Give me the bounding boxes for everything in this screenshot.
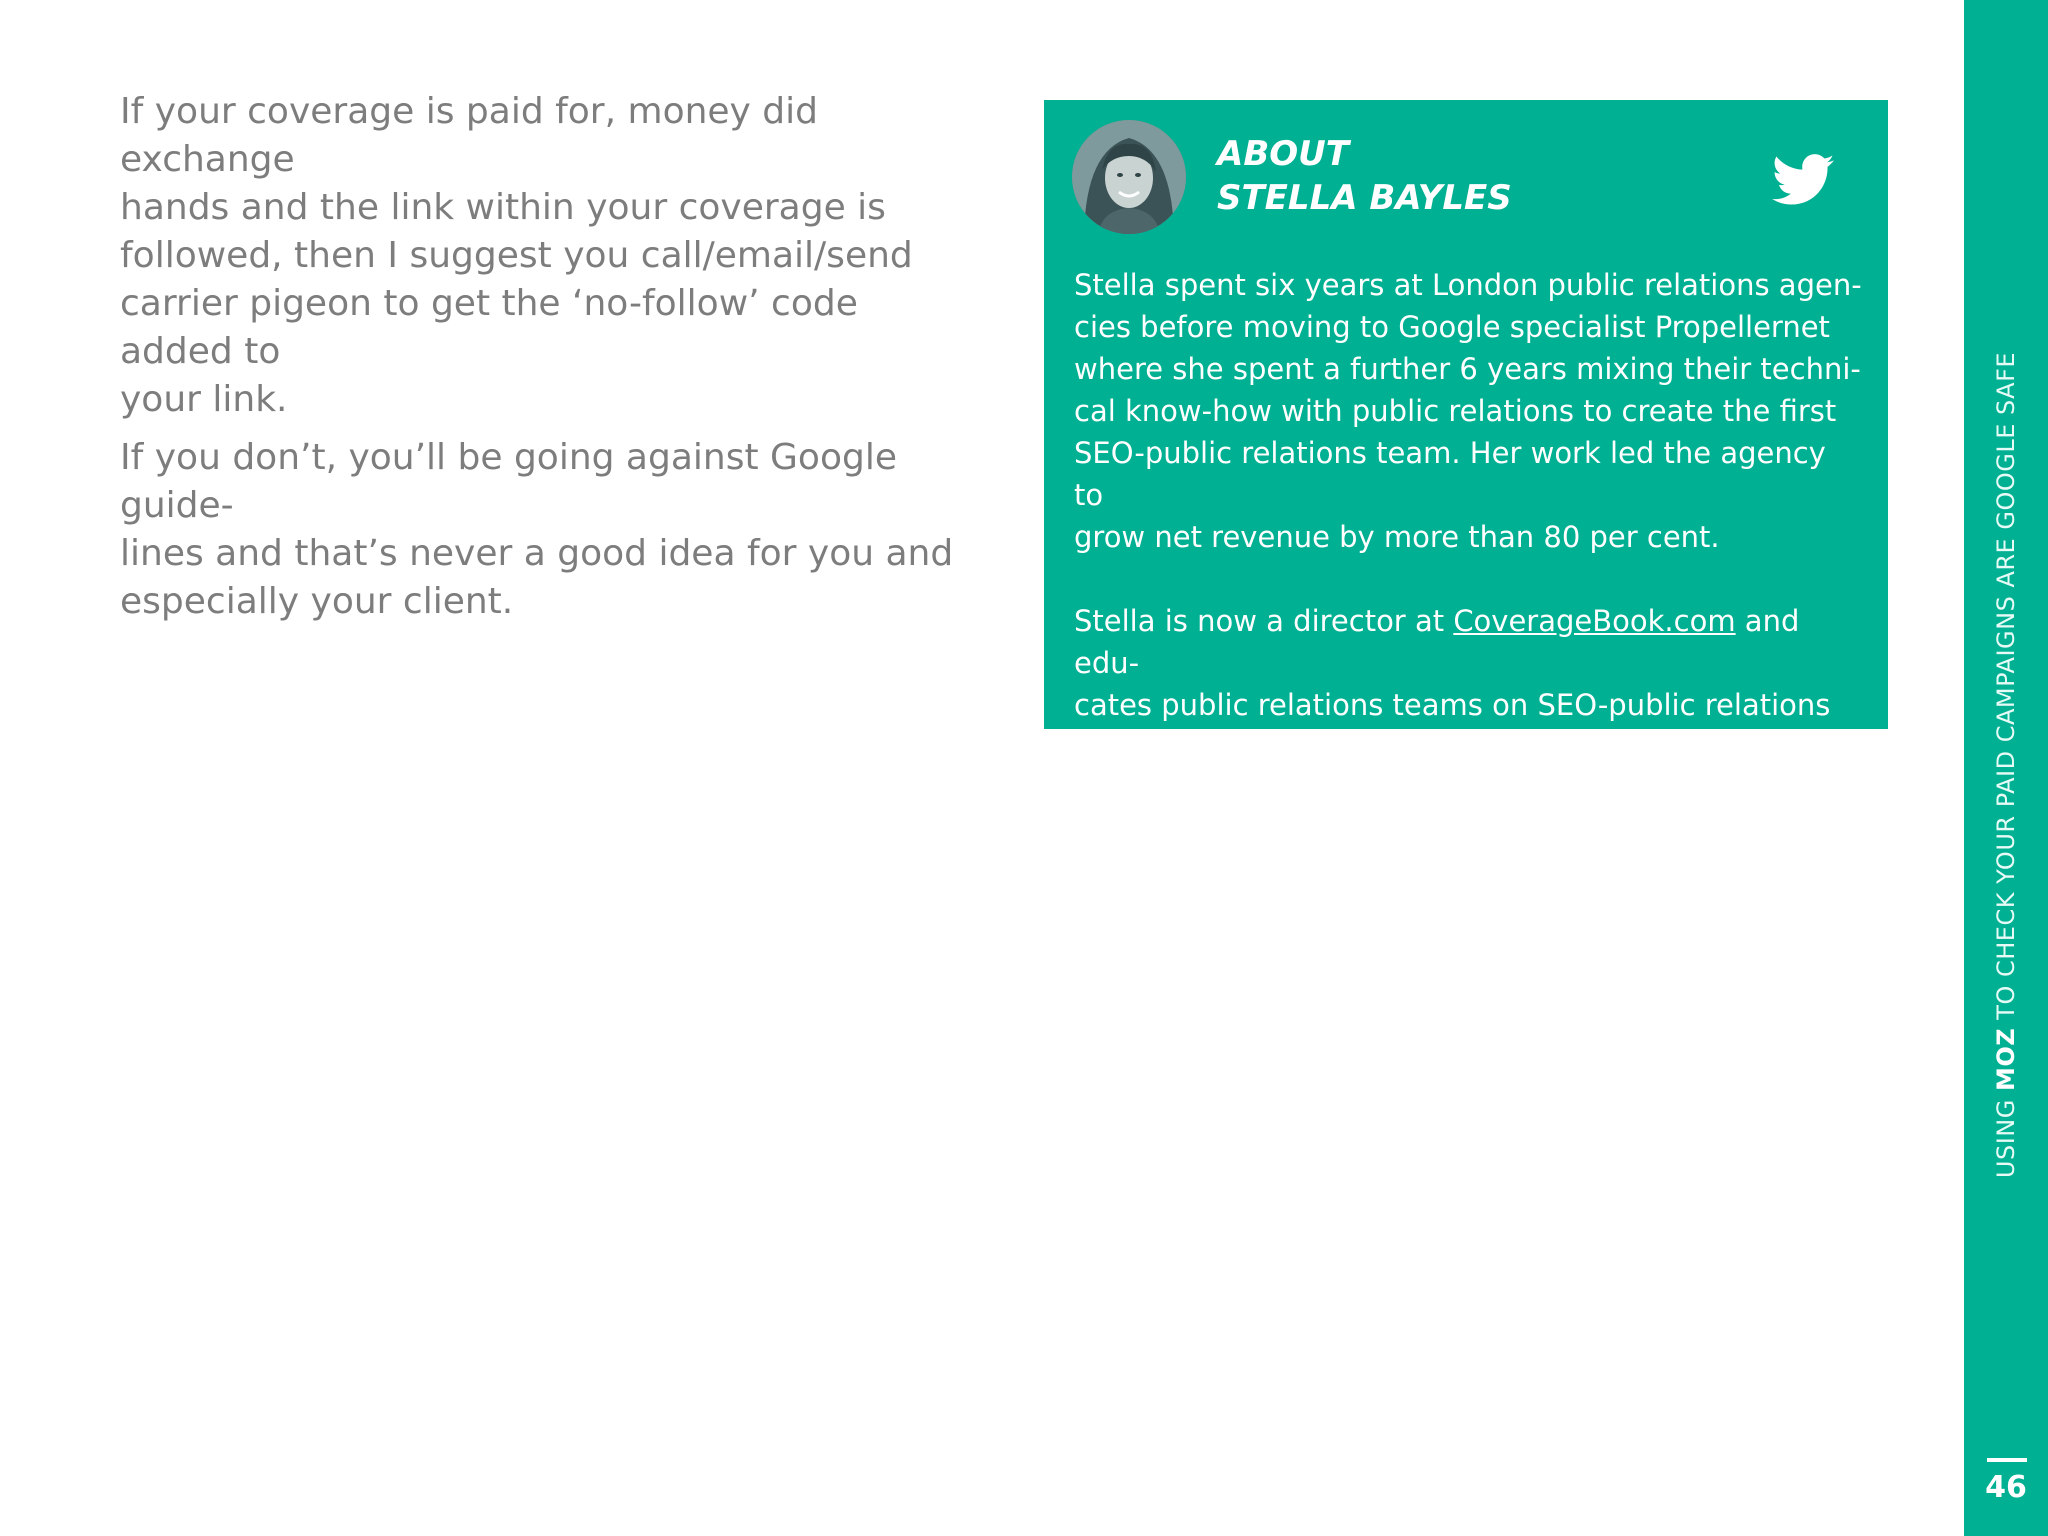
author-bio-box — [1044, 100, 1888, 764]
running-title-moz: MOZ — [1992, 1027, 2020, 1092]
coveragebook-link[interactable]: CoverageBook.com — [1453, 604, 1736, 638]
paragraph-guidelines: If you don’t, you’ll be going against Google guide- lines and that’s never a good idea for you and especially your client. — [120, 437, 954, 622]
running-title-tail: TO CHECK YOUR PAID CAMPAIGNS ARE GOOGLE SAFE — [1992, 351, 2020, 1028]
paragraph-nofollow: If your coverage is paid for, money did exchange hands and the link within your coverage is followed, then I suggest you call/email/send carrier pigeon to get the ‘no-follow’ code added to your link. — [120, 91, 913, 420]
running-title-lead: USING — [1992, 1091, 2020, 1179]
bio-body — [1074, 264, 1864, 810]
author-portrait-image — [1072, 120, 1186, 234]
twitter-icon[interactable] — [1772, 154, 1834, 206]
main-text-column — [120, 88, 980, 636]
bio-paragraph-current-lead: Stella is now a director at — [1074, 604, 1454, 638]
bio-paragraph-career: Stella spent six years at London public relations agen- cies before moving to Google specialist Propellernet where she spent a further 6 years mixing their techni- cal know-how with public relations to create the first SEO-public relations team. Her work led the agency to grow net revenue by more than 80 per cent. — [1074, 268, 1862, 554]
page-number-rule — [1987, 1458, 2027, 1462]
bio-heading-line-1: ABOUT — [1217, 134, 1349, 174]
author-avatar — [1072, 120, 1186, 234]
running-section-title — [1992, 352, 2020, 1178]
page-number: 46 — [1985, 1470, 2027, 1505]
bio-paragraph-current — [1074, 600, 1864, 768]
bio-paragraph-current-tail: and edu- cates public relations teams on SEO-public relations through writing and training. — [1074, 604, 1831, 764]
bio-heading-line-2: STELLA BAYLES — [1217, 178, 1512, 218]
bio-heading — [1217, 132, 1512, 220]
